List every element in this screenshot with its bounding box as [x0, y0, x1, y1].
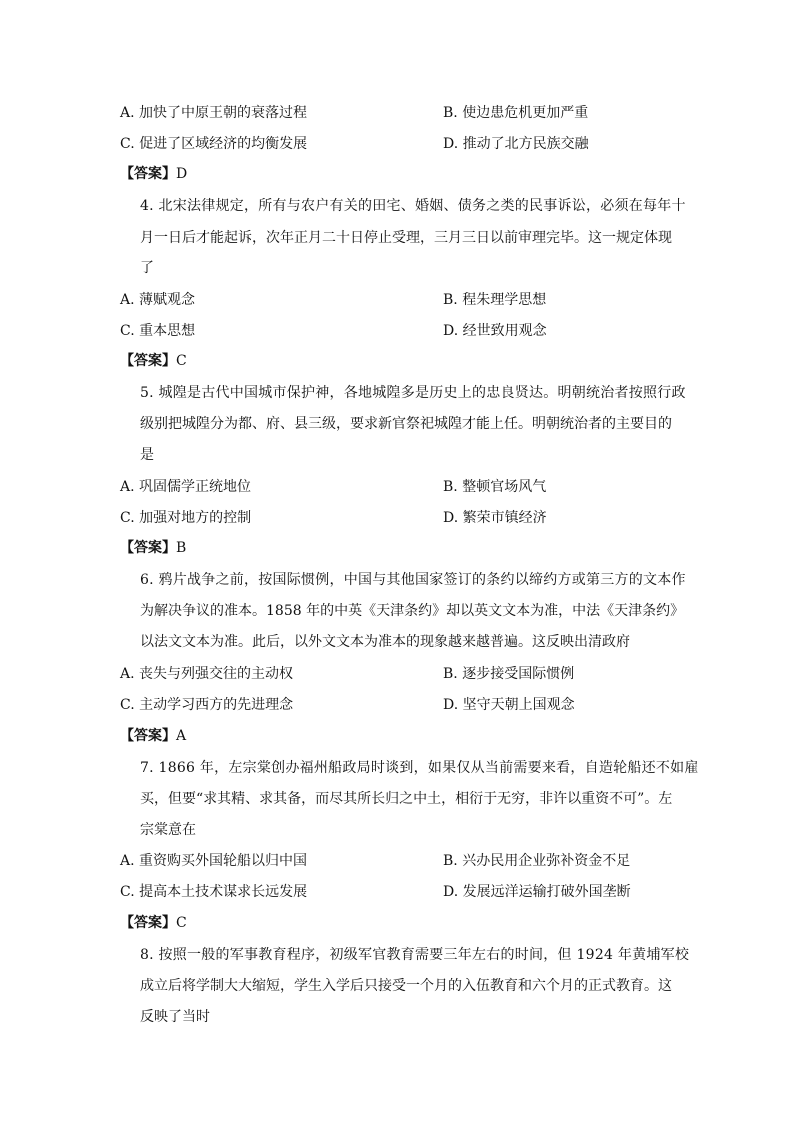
- q5-stem-line-1: 5. 城隍是古代中国城市保护神，各地城隍多是历史上的忠良贤达。明朝统治者按照行政: [140, 385, 686, 401]
- q6-option-a: A. 丧失与列强交往的主动权: [120, 666, 294, 682]
- q7-option-a: A. 重资购买外国轮船以归中国: [120, 853, 308, 869]
- q3-option-d: D. 推动了北方民族交融: [443, 136, 589, 152]
- answer-value: D: [176, 166, 188, 182]
- q6-option-d: D. 坚守天朝上国观念: [443, 697, 575, 713]
- q3-option-c: C. 促进了区域经济的均衡发展: [120, 136, 308, 152]
- q7-stem-line-2: 买，但要“求其精、求其备，而尽其所长归之中土，相衍于无穷，非许以重资不可”。左: [140, 791, 673, 807]
- q4-option-b: B. 程朱理学思想: [443, 292, 547, 308]
- q3-option-a: A. 加快了中原王朝的衰落过程: [120, 105, 308, 121]
- q3-answer: [120, 164, 187, 184]
- q6-stem-line-3: 以法文文本为准。此后，以外文文本为准本的现象越来越普遍。这反映出清政府: [140, 634, 630, 650]
- q3-option-b: B. 使边患危机更加严重: [443, 105, 589, 121]
- q5-stem-line-2: 级别把城隍分为都、府、县三级，要求新官祭祀城隍才能上任。明朝统治者的主要目的: [140, 416, 672, 432]
- answer-tag: 【答案】: [120, 353, 176, 369]
- q7-option-d: D. 发展远洋运输打破外国垄断: [443, 884, 631, 900]
- answer-tag: 【答案】: [120, 540, 176, 556]
- answer-value: C: [176, 353, 187, 369]
- q4-option-c: C. 重本思想: [120, 323, 196, 339]
- answer-tag: 【答案】: [120, 915, 176, 931]
- answer-tag: 【答案】: [120, 166, 176, 182]
- q4-option-d: D. 经世致用观念: [443, 323, 547, 339]
- q6-stem-line-1: 6. 鸦片战争之前，按国际惯例，中国与其他国家签订的条约以缔约方或第三方的文本作: [140, 572, 686, 588]
- q5-option-d: D. 繁荣市镇经济: [443, 510, 547, 526]
- q4-option-a: A. 薄赋观念: [120, 292, 196, 308]
- q4-stem-line-1: 4. 北宋法律规定，所有与农户有关的田宅、婚姻、债务之类的民事诉讼，必须在每年十: [140, 198, 686, 214]
- q5-answer: [120, 538, 186, 558]
- q7-stem-line-1: 7. 1866 年，左宗棠创办福州船政局时谈到，如果仅从当前需要来看，自造轮船还不如雇: [140, 760, 699, 776]
- answer-value: A: [176, 728, 187, 744]
- q6-answer: [120, 726, 186, 746]
- answer-tag: 【答案】: [120, 728, 176, 744]
- q4-answer: [120, 351, 187, 371]
- q7-option-b: B. 兴办民用企业弥补资金不足: [443, 853, 631, 869]
- q6-option-c: C. 主动学习西方的先进理念: [120, 697, 294, 713]
- q8-stem-line-1: 8. 按照一般的军事教育程序，初级军官教育需要三年左右的时间，但 1924 年黄埔军校: [140, 947, 690, 963]
- q5-stem-line-3: 是: [140, 447, 154, 463]
- q8-stem-line-3: 反映了当时: [140, 1009, 210, 1025]
- q6-option-b: B. 逐步接受国际惯例: [443, 666, 575, 682]
- q5-option-a: A. 巩固儒学正统地位: [120, 479, 252, 495]
- q7-option-c: C. 提高本土技术谋求长远发展: [120, 884, 308, 900]
- q7-answer: [120, 913, 187, 933]
- q5-option-b: B. 整顿官场风气: [443, 479, 547, 495]
- q7-stem-line-3: 宗棠意在: [140, 822, 196, 838]
- q4-stem-line-2: 月一日后才能起诉，次年正月二十日停止受理，三月三日以前审理完毕。这一规定体现: [140, 230, 672, 246]
- answer-value: B: [176, 540, 187, 556]
- answer-value: C: [176, 915, 187, 931]
- q5-option-c: C. 加强对地方的控制: [120, 510, 252, 526]
- q4-stem-line-3: 了: [140, 260, 154, 276]
- q6-stem-line-2: 为解决争议的准本。1858 年的中英《天津条约》却以英文文本为准，中法《天津条约》: [140, 603, 685, 619]
- q8-stem-line-2: 成立后将学制大大缩短，学生入学后只接受一个月的入伍教育和六个月的正式教育。这: [140, 978, 672, 994]
